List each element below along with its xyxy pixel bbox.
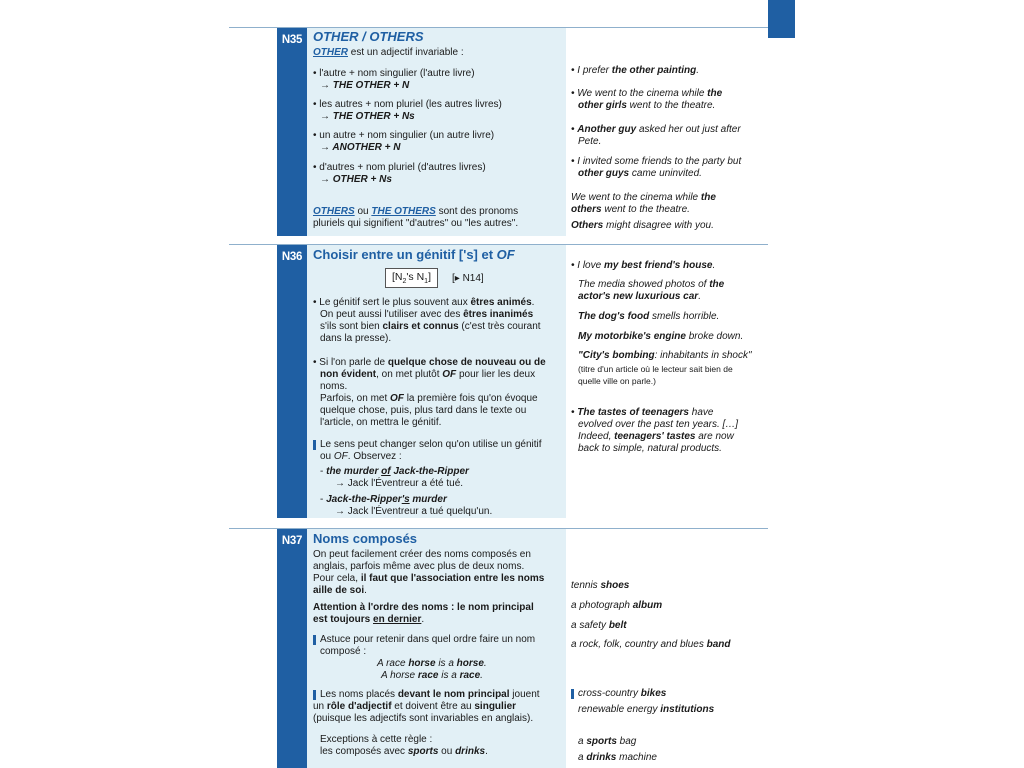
section-code-bar bbox=[277, 245, 307, 518]
cross-reference: [▸ N14] bbox=[452, 273, 484, 284]
example: others went to the theatre. bbox=[571, 204, 690, 215]
example: Indeed, teenagers' tastes are now bbox=[578, 431, 734, 442]
example: • I love my best friend's house. bbox=[571, 260, 716, 271]
paragraph-line: aille de soi. bbox=[313, 585, 367, 596]
section-code: N36 bbox=[281, 251, 303, 263]
example: The dog's food smells horrible. bbox=[578, 311, 720, 322]
examples-column bbox=[566, 28, 768, 236]
paragraph-line: Pour cela, il faut que l'association entre les noms bbox=[313, 573, 545, 584]
example: renewable energy institutions bbox=[578, 704, 715, 715]
list-item: • les autres + nom pluriel (les autres livres) bbox=[313, 99, 502, 110]
example: evolved over the past ten years. […] bbox=[578, 419, 739, 430]
example-note: quelle ville on parle.) bbox=[578, 376, 656, 386]
example: actor's new luxurious car. bbox=[578, 291, 701, 302]
section-code: N37 bbox=[281, 535, 303, 547]
corner-tab bbox=[768, 0, 795, 38]
example-line: A race horse is a horse. bbox=[377, 658, 487, 669]
rule-panel bbox=[307, 28, 566, 236]
example-line: A horse race is a race. bbox=[381, 670, 483, 681]
paragraph-line: composé : bbox=[320, 646, 367, 657]
example: a photograph album bbox=[571, 600, 663, 611]
paragraph-line: On peut facilement créer des noms composés en bbox=[313, 549, 531, 560]
section-n36 bbox=[277, 245, 768, 518]
list-item: • l'autre + nom singulier (l'autre livre) bbox=[313, 68, 475, 79]
list-item-translation: → OTHER + Ns bbox=[320, 174, 392, 185]
example: My motorbike's engine broke down. bbox=[578, 331, 744, 342]
example: • I invited some friends to the party but bbox=[571, 156, 742, 167]
examples-column bbox=[566, 529, 768, 768]
paragraph-line: quelque chose, puis, plus tard dans le texte ou bbox=[320, 405, 527, 416]
paragraph-line: Exceptions à cette règle : bbox=[320, 734, 433, 745]
pronoun-note: pluriels qui signifient "d'autres" ou "les autres". bbox=[313, 218, 519, 229]
example: • Another guy asked her out just after bbox=[571, 124, 741, 135]
paragraph-line: l'article, on mettra le génitif. bbox=[320, 417, 442, 428]
example: Pete. bbox=[578, 136, 602, 147]
example: "City's bombing: inhabitants in shock" bbox=[578, 350, 752, 361]
paragraph-line: • Si l'on parle de quelque chose de nouveau ou de bbox=[313, 357, 546, 368]
note-marker bbox=[313, 635, 316, 645]
rule-panel bbox=[307, 245, 566, 518]
examples-column bbox=[566, 245, 768, 518]
paragraph-line: non évident, on met plutôt OF pour lier les deux bbox=[320, 369, 536, 380]
rule-panel bbox=[307, 529, 566, 768]
paragraph-line: Astuce pour retenir dans quel ordre faire un nom bbox=[320, 634, 536, 645]
example: a safety belt bbox=[571, 620, 627, 631]
paragraph-line: ou OF. Observez : bbox=[320, 451, 402, 462]
paragraph-line: (puisque les adjectifs sont invariables en anglais). bbox=[313, 713, 534, 724]
paragraph-line: noms. bbox=[320, 381, 348, 392]
translation-line: → Jack l'Éventreur a été tué. bbox=[335, 478, 464, 489]
section-title: Choisir entre un génitif ['s] et OF bbox=[313, 247, 515, 262]
list-item: • d'autres + nom pluriel (d'autres livres) bbox=[313, 162, 486, 173]
example: a sports bag bbox=[578, 736, 637, 747]
example: tennis shoes bbox=[571, 580, 630, 591]
example-note: (titre d'un article où le lecteur sait bien de bbox=[578, 364, 733, 374]
section-n35 bbox=[277, 28, 768, 236]
paragraph-line: Les noms placés devant le nom principal jouent bbox=[320, 689, 540, 700]
example: other girls went to the theatre. bbox=[578, 100, 716, 111]
example: a rock, folk, country and blues band bbox=[571, 639, 731, 650]
paragraph-line: un rôle d'adjectif et doivent être au singulier bbox=[313, 701, 517, 712]
example: other guys came uninvited. bbox=[578, 168, 702, 179]
section-code-bar bbox=[277, 529, 307, 768]
paragraph-line: s'ils sont bien clairs et connus (c'est très courant bbox=[320, 321, 541, 332]
example-line: - Jack-the-Ripper's murder bbox=[320, 494, 447, 505]
note-marker bbox=[313, 440, 316, 450]
example: • The tastes of teenagers have bbox=[571, 407, 714, 418]
paragraph-line: dans la presse). bbox=[320, 333, 392, 344]
example: Others might disagree with you. bbox=[571, 220, 714, 231]
example: • We went to the cinema while the bbox=[571, 88, 723, 99]
paragraph-line: • Le génitif sert le plus souvent aux êtres animés. bbox=[313, 297, 535, 308]
note-marker bbox=[313, 690, 316, 700]
paragraph-line: les composés avec sports ou drinks. bbox=[320, 746, 488, 757]
example: We went to the cinema while the bbox=[571, 192, 716, 203]
example: The media showed photos of the bbox=[578, 279, 725, 290]
intro-text: OTHER est un adjectif invariable : bbox=[313, 47, 464, 58]
list-item-translation: → THE OTHER + N bbox=[320, 80, 410, 91]
section-title: OTHER / OTHERS bbox=[313, 29, 424, 44]
note-marker bbox=[571, 689, 574, 699]
list-item: • un autre + nom singulier (un autre livre) bbox=[313, 130, 495, 141]
section-title: Noms composés bbox=[313, 531, 418, 546]
pronoun-note: OTHERS ou THE OTHERS sont des pronoms bbox=[313, 206, 519, 217]
translation-line: → Jack l'Éventreur a tué quelqu'un. bbox=[335, 506, 493, 517]
section-code: N35 bbox=[281, 34, 303, 46]
example-line: - the murder of Jack-the-Ripper bbox=[320, 466, 469, 477]
paragraph-line: Parfois, on met OF la première fois qu'on évoque bbox=[320, 393, 538, 404]
example: back to simple, natural products. bbox=[578, 443, 722, 454]
paragraph-line: Attention à l'ordre des noms : le nom principal bbox=[313, 602, 534, 613]
genitive-formula: [$N_2's$ $N_1$] bbox=[385, 268, 438, 288]
paragraph-line: On peut aussi l'utiliser avec des êtres inanimés bbox=[320, 309, 534, 320]
example: • I prefer the other painting. bbox=[571, 65, 699, 76]
example: a drinks machine bbox=[578, 752, 657, 763]
section-n37 bbox=[277, 529, 768, 768]
list-item-translation: → ANOTHER + N bbox=[320, 142, 401, 153]
paragraph-line: est toujours en dernier. bbox=[313, 614, 425, 625]
paragraph-line: Le sens peut changer selon qu'on utilise un génitif bbox=[320, 439, 542, 450]
section-code-bar bbox=[277, 28, 307, 236]
example: cross-country bikes bbox=[578, 688, 667, 699]
list-item-translation: → THE OTHER + Ns bbox=[320, 111, 415, 122]
paragraph-line: anglais, parfois même avec plus de deux noms. bbox=[313, 561, 525, 572]
